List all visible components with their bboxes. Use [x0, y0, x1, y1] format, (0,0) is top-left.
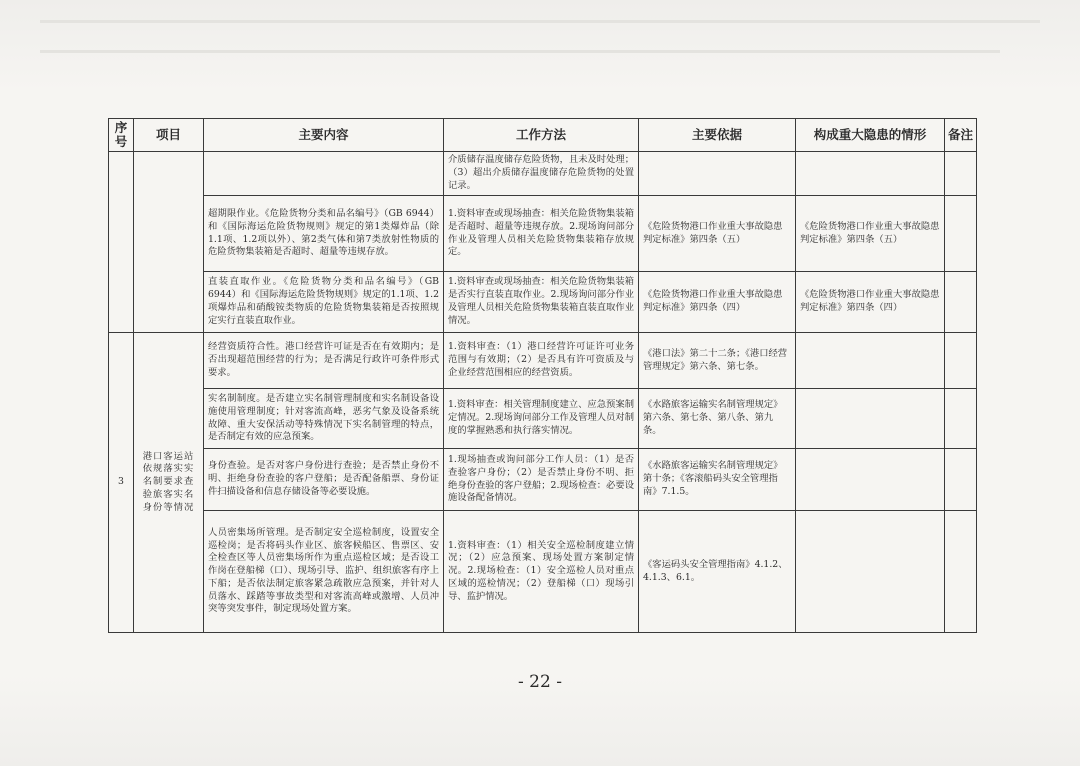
header-seq: 序号 — [109, 119, 134, 152]
table-row — [109, 152, 977, 196]
note-cell — [945, 511, 977, 633]
basis-cell — [639, 152, 796, 196]
note-cell — [945, 449, 977, 511]
scan-artifact-line — [40, 50, 1000, 53]
method-cell: 1.资料审查或现场抽查：相关危险货物集装箱是否实行直装直取作业。2.现场询问部分作业及管理人员相关危险货物集装箱直装直取作业情况。 — [444, 272, 639, 333]
content-cell: 人员密集场所管理。是否制定安全巡检制度，设置安全巡检岗；是否将码头作业区、旅客候船区、售票区、安全检查区等人员密集场所作为重点巡检区域；是否设工作岗在登船梯（口）、现场引导、监护、组织旅客有序上下船；是否依法制定旅客紧急疏散应急预案，并针对人员落水、踩踏等事故类型和对客流高峰或激增、人员冲突等突发事件，制定现场处置方案。 — [204, 511, 444, 633]
hazard-cell — [796, 389, 945, 449]
note-cell — [945, 389, 977, 449]
note-cell — [945, 333, 977, 389]
basis-cell: 《危险货物港口作业重大事故隐患判定标准》第四条（五） — [639, 196, 796, 272]
content-cell: 实名制制度。是否建立实名制管理制度和实名制设备设施使用管理制度；针对客流高峰，恶劣气象及设备系统故障、重大安保活动等特殊情况下实名制管理的特点，是否制定有效的应急预案。 — [204, 389, 444, 449]
content-cell: 直装直取作业。《危险货物分类和品名编号》（GB 6944）和《国际海运危险货物规则》规定的1.1项、1.2项爆炸品和硝酸铵类物质的危险货物集装箱是否按照规定实行直装直取作业。 — [204, 272, 444, 333]
method-cell: 1.资料审查：相关管理制度建立、应急预案制定情况。2.现场询问部分工作及管理人员对制度的掌握熟悉和执行落实情况。 — [444, 389, 639, 449]
hazard-cell — [796, 152, 945, 196]
row-item-cell — [134, 152, 204, 333]
table-row — [109, 389, 977, 449]
group-seq-cell: 3 — [109, 333, 134, 633]
header-content: 主要内容 — [204, 119, 444, 152]
hazard-cell: 《危险货物港口作业重大事故隐患判定标准》第四条（四） — [796, 272, 945, 333]
basis-cell: 《港口法》第二十二条；《港口经营管理规定》第六条、第七条。 — [639, 333, 796, 389]
table-row — [109, 272, 977, 333]
method-cell: 介质储存温度储存危险货物，且未及时处理；（3）超出介质储存温度储存危险货物的处置记录。 — [444, 152, 639, 196]
inspection-table — [108, 118, 977, 633]
hazard-cell: 《危险货物港口作业重大事故隐患判定标准》第四条（五） — [796, 196, 945, 272]
table-header-row — [109, 119, 977, 152]
content-cell: 经营资质符合性。港口经营许可证是否在有效期内；是否出现超范围经营的行为；是否满足行政许可条件形式要求。 — [204, 333, 444, 389]
group-item-cell: 港口客运站依规落实实名制要求查验旅客实名身份等情况 — [134, 333, 204, 633]
row-seq-cell — [109, 152, 134, 333]
hazard-cell — [796, 511, 945, 633]
method-cell: 1.资料审查：（1）港口经营许可证许可业务范围与有效期；（2）是否具有许可资质及与企业经营范围相应的经营资质。 — [444, 333, 639, 389]
note-cell — [945, 196, 977, 272]
content-cell: 超期限作业。《危险货物分类和品名编号》（GB 6944）和《国际海运危险货物规则》规定的第1类爆炸品（除1.1项、1.2项以外）、第2类气体和第7类放射性物质的危险货物集装箱是否超时、超量等违规存放。 — [204, 196, 444, 272]
table-row — [109, 333, 977, 389]
basis-cell: 《水路旅客运输实名制管理规定》第十条；《客滚船码头安全管理指南》7.1.5。 — [639, 449, 796, 511]
method-cell: 1.资料审查：（1）相关安全巡检制度建立情况；（2）应急预案、现场处置方案制定情况。2.现场检查：（1）安全巡检人员对重点区域的巡检情况；（2）登船梯（口）现场引导、监护情况。 — [444, 511, 639, 633]
header-note: 备注 — [945, 119, 977, 152]
header-basis: 主要依据 — [639, 119, 796, 152]
note-cell — [945, 272, 977, 333]
note-cell — [945, 152, 977, 196]
scan-artifact-line — [40, 20, 1040, 23]
table-row — [109, 511, 977, 633]
basis-cell: 《危险货物港口作业重大事故隐患判定标准》第四条（四） — [639, 272, 796, 333]
basis-cell: 《水路旅客运输实名制管理规定》第六条、第七条、第八条、第九条。 — [639, 389, 796, 449]
content-cell — [204, 152, 444, 196]
content-cell: 身份查验。是否对客户身份进行查验；是否禁止身份不明、拒绝身份查验的客户登船；是否配备船票、身份证件扫描设备和信息存储设备等必要设施。 — [204, 449, 444, 511]
method-cell: 1.现场抽查或询问部分工作人员：（1）是否查验客户身份；（2）是否禁止身份不明、拒绝身份查验的客户登船；2.现场检查：必要设施设备配备情况。 — [444, 449, 639, 511]
method-cell: 1.资料审查或现场抽查：相关危险货物集装箱是否超时、超量等违规存放。2.现场询问部分作业及管理人员相关危险货物集装箱存放规定。 — [444, 196, 639, 272]
hazard-cell — [796, 333, 945, 389]
table-row — [109, 449, 977, 511]
page-number: - 22 - — [518, 672, 562, 692]
header-item: 项目 — [134, 119, 204, 152]
hazard-cell — [796, 449, 945, 511]
basis-cell: 《客运码头安全管理指南》4.1.2、4.1.3、6.1。 — [639, 511, 796, 633]
header-hazard: 构成重大隐患的情形 — [796, 119, 945, 152]
table-row — [109, 196, 977, 272]
header-method: 工作方法 — [444, 119, 639, 152]
